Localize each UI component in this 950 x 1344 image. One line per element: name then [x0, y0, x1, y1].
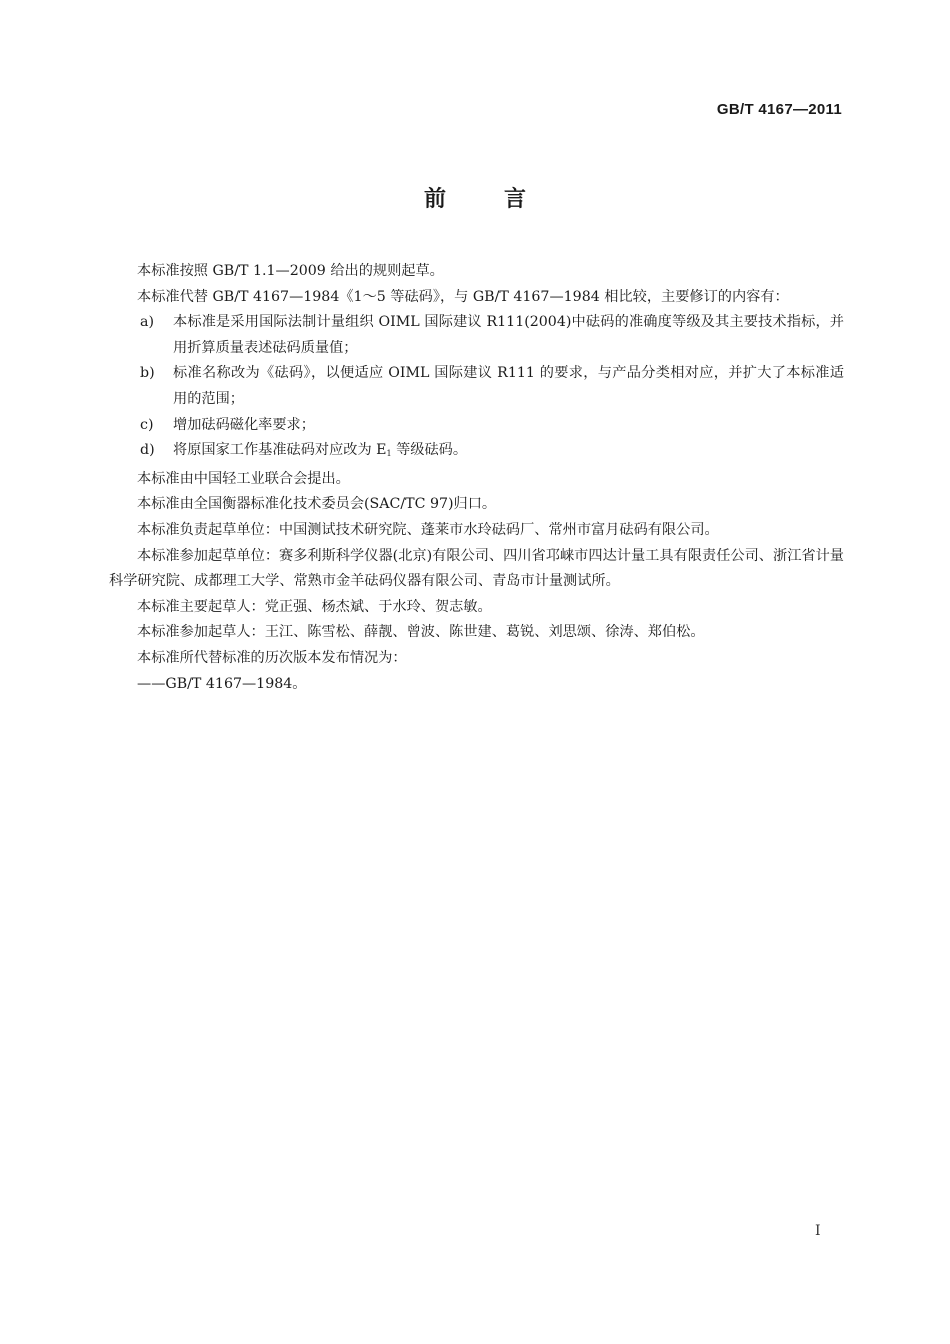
list-item: [109, 413, 844, 439]
list-item-text: [173, 442, 467, 458]
paragraph-proposed-by: 本标准由中国轻工业联合会提出。: [137, 470, 350, 487]
list-item-text-after: 等级砝码。: [391, 442, 468, 459]
list-item-text: 标准名称改为《砝码》，以便适应 OIML 国际建议 R111 的要求，与产品分类相对应，并扩大了本标准适用的范围；: [173, 365, 844, 407]
paragraph-main-drafters: 本标准主要起草人：党正强、杨杰斌、于水玲、贺志敏。: [137, 598, 492, 615]
list-item: [109, 310, 844, 361]
list-item-marker: d): [140, 442, 155, 459]
list-item-marker: a): [140, 314, 154, 331]
paragraph-participating-units: 本标准参加起草单位：赛多利斯科学仪器(北京)有限公司、四川省邛崃市四达计量工具有限责任公司、浙江省计量科学研究院、成都理工大学、常熟市金羊砝码仪器有限公司、青岛市计量测试所。: [109, 547, 844, 590]
paragraph-history-intro: 本标准所代替标准的历次版本发布情况为：: [137, 649, 407, 666]
paragraph-replaces: 本标准代替 GB/T 4167—1984《1～5 等砝码》，与 GB/T 4167—1984 相比较，主要修订的内容有：: [137, 288, 789, 305]
paragraph-under-jurisdiction: 本标准由全国衡器标准化技术委员会(SAC/TC 97)归口。: [137, 496, 497, 513]
list-item-marker: b): [140, 365, 155, 382]
paragraph-lead-drafting-units: 本标准负责起草单位：中国测试技术研究院、蓬莱市水玲砝码厂、常州市富月砝码有限公司。: [137, 521, 719, 538]
standard-code: GB/T 4167—2011: [716, 101, 842, 118]
list-item-text: 本标准是采用国际法制计量组织 OIML 国际建议 R111(2004)中砝码的准确度等级及其主要技术指标，并用折算质量表述砝码质量值；: [173, 314, 844, 356]
list-item: [109, 361, 844, 412]
list-item-text-before: 将原国家工作基准砝码对应改为 E: [173, 442, 387, 459]
paragraph-drafting-rules: 本标准按照 GB/T 1.1—2009 给出的规则起草。: [137, 263, 444, 279]
page-title: 前言: [423, 187, 584, 212]
paragraph-participating-drafters: 本标准参加起草人：王江、陈雪松、薛靓、曾波、陈世建、葛锐、刘思颂、徐涛、郑伯松。: [137, 624, 705, 641]
page-number: I: [815, 1223, 821, 1239]
paragraph-history-item: ——GB/T 4167—1984。: [137, 675, 307, 692]
subscript: 1: [386, 449, 392, 459]
document-body: [109, 259, 844, 697]
list-item-text: 增加砝码磁化率要求；: [173, 416, 315, 433]
list-item-marker: c): [140, 416, 154, 433]
list-item: [109, 438, 844, 467]
